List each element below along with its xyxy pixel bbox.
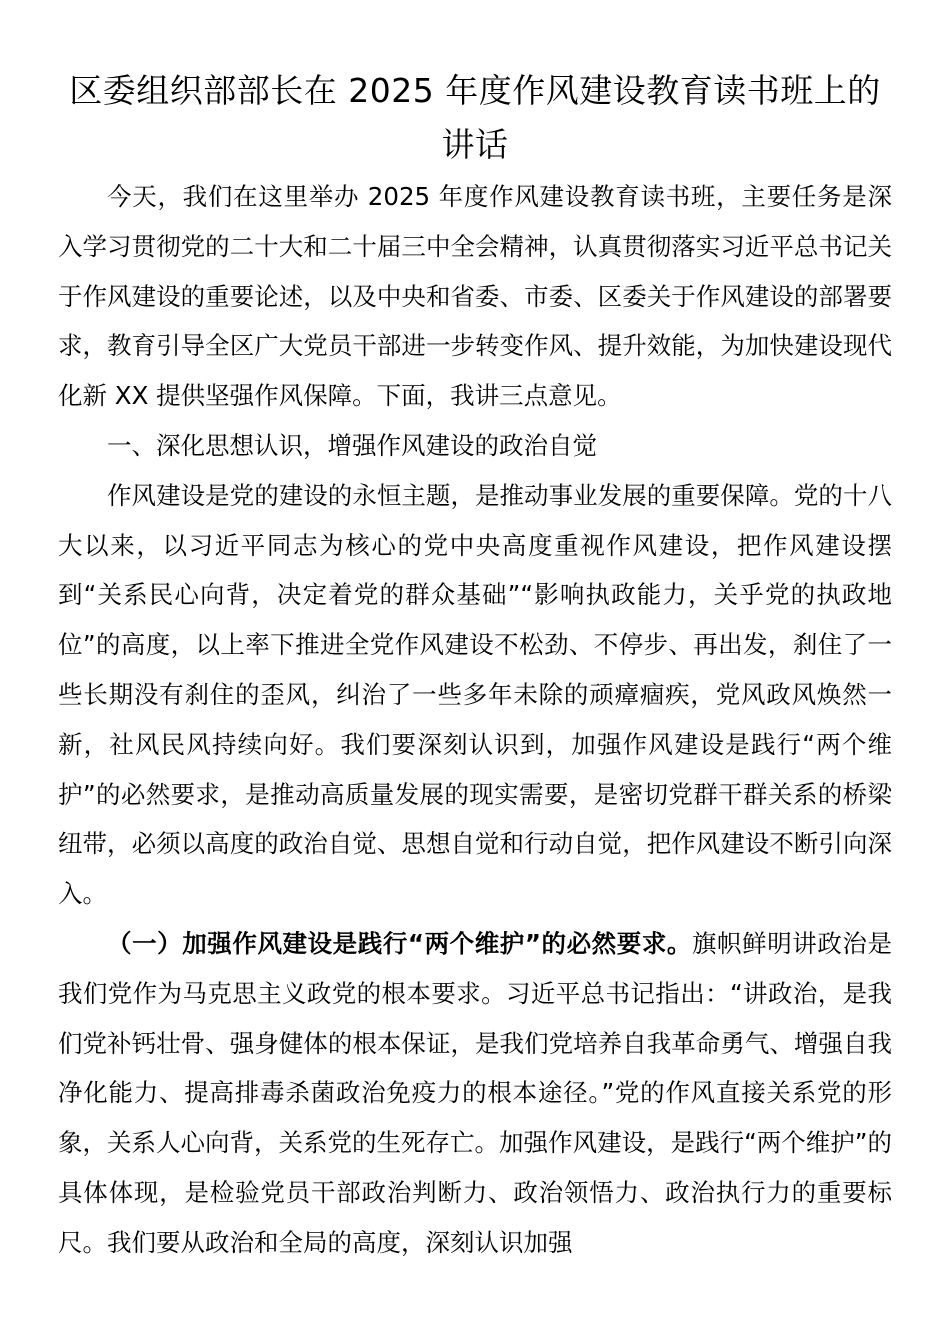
section-1-paragraph: 作风建设是党的建设的永恒主题，是推动事业发展的重要保障。党的十八大以来，以习近平同志为核心的党中央高度重视作风建设，把作风建设摆到“关系民心向背，决定着党的群众基础”“影响执政能力，关乎党的执政地位”的高度，以上率下推进全党作风建设不松劲、不停步、再出发，刹住了一些长期没有刹住的歪风，纠治了一些多年未除的顽瘴痼疾，党风政风焕然一新，社风民风持续向好。我们要深刻认识到，加强作风建设是践行“两个维护”的必然要求，是推动高质量发展的现实需要，是密切党群干群关系的桥梁纽带，必须以高度的政治自觉、思想自觉和行动自觉，把作风建设不断引向深入。 [58, 480, 892, 909]
document-page [58, 64, 892, 1268]
subsection-1-body: 旗帜鲜明讲政治是我们党作为马克思主义政党的根本要求。习近平总书记指出：“讲政治，是我们党补钙壮骨、强身健体的根本保证，是我们党培养自我革命勇气、增强自我净化能力、提高排毒杀菌政治免疫力的根本途径。”党的作风直接关系党的形象，关系人心向背，关系党的生死存亡。加强作风建设，是践行“两个维护”的具体体现，是检验党员干部政治判断力、政治领悟力、政治执行力的重要标尺。我们要从政治和全局的高度，深刻认识加强 [58, 928, 893, 1257]
document-title: 区委组织部部长在 2025 年度作风建设教育读书班上的讲话 [69, 71, 881, 164]
subsection-1-paragraph [58, 919, 892, 1268]
subsection-1-lead: （一）加强作风建设是践行“两个维护”的必然要求。 [107, 928, 692, 958]
intro-paragraph: 今天，我们在这里举办 2025 年度作风建设教育读书班，主要任务是深入学习贯彻党的二十大和二十届三中全会精神，认真贯彻落实习近平总书记关于作风建设的重要论述，以及中央和省委、市委、区委关于作风建设的部署要求，教育引导全区广大党员干部进一步转变作风、提升效能，为加快建设现代化新 XX 提供坚强作风保障。下面，我讲三点意见。 [58, 182, 892, 411]
section-1-heading: 一、深化思想认识，增强作风建设的政治自觉 [107, 430, 597, 460]
